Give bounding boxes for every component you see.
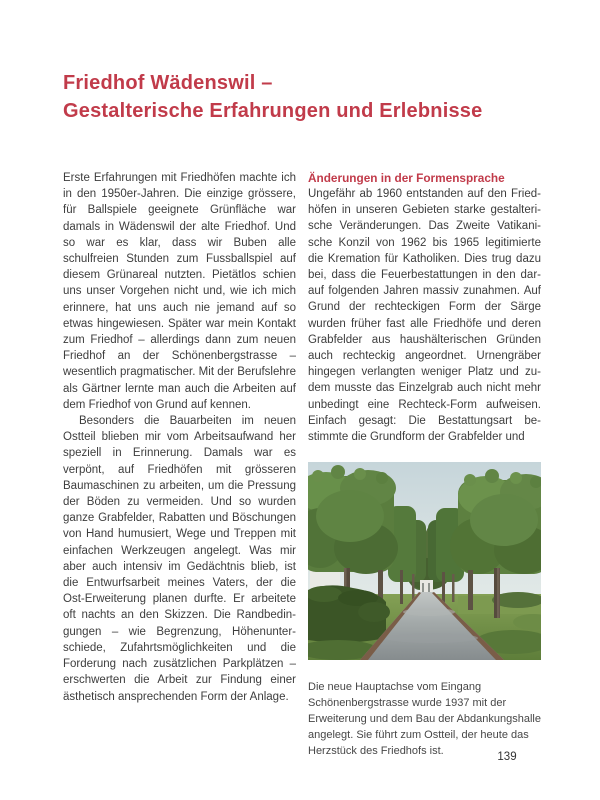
page-title-line2: Gestalterische Erfahrungen und Erlebnisse — [63, 100, 483, 123]
section-heading: Änderungen in der Formensprache — [308, 171, 505, 185]
right-text-column — [308, 170, 541, 445]
avenue-photo — [308, 462, 541, 660]
page-number: 139 — [497, 751, 517, 763]
left-text-column — [63, 170, 296, 705]
right-paragraph-1: Ungefähr ab 1960 entstanden auf den Friedhöfen in unseren Gebieten starke gestalterische Veränderungen. Das Zweite Vatikanische Konzil von 1962 bis 1965 legitimierte die Kremation für Katholiken. Dies trug dazu bei, dass die Feuerbestattungen in den darauf folgenden Jahren massiv zunahmen. Auf Grund der rechteckigen Form der Särge wurden früher fast alle Friedhöfe und deren Grabfelder aus haushälterischen Gründen auch rechteckig angeordnet. Urnengräber hingegen verlangten weniger Platz und zudem musste das Einzelgrab auch nicht mehr unbedingt eine Rechteck-Form aufweisen. Einfach gesagt: Die Bestattungsart bestimmte die Grundform der Grabfelder und — [308, 188, 541, 444]
page-title-line1: Friedhof Wädenswil – — [63, 72, 273, 95]
left-paragraph-2: Besonders die Bauarbeiten im neuen Ostteil blieben mir vom Arbeitsaufwand her speziell in Erinnerung. Damals war es verpönt, auf Friedhöfen mit grösseren Baumaschinen zu arbeiten, um die Pressung der Böden zu vermeiden. Und so wurden ganze Grabfelder, Rabatten und Böschungen von Hand humusiert, Wege und Treppen mit einfachen Werkzeugen angelegt. Was mir aber auch intensiv im Gedächtnis blieb, ist die Entwurfsarbeit meines Vaters, der die Ost-Erweiterung planen durfte. Er arbeitete oft nachts an den Skizzen. Die Randbedingungen – wie Begrenzung, Höhenunterschiede, Zufahrtsmöglichkeiten und die Forderung nach zusätzlichen Parkplätzen – erschwerten die Arbeit zur Findung einer ästhetisch ansprechenden Form der Anlage. — [63, 415, 296, 703]
page-title — [63, 69, 543, 125]
left-paragraph-1: Erste Erfahrungen mit Friedhöfen machte ich in den 1950er-Jahren. Die einzige grössere, für Ballspiele geeignete Grünfläche war damals in Wädenswil der alte Friedhof. Und so war es klar, dass wir Buben alle schulfreien Stunden zum Fussballspiel auf diesem Grünareal nutzten. Pietätlos schien uns unser Vorgehen nicht und, wie ich mich erinnere, hat uns auch nie jemand auf so etwas hingewiesen. Später war mein Kontakt zum Friedhof – allerdings dann zum neuen Friedhof an der Schönenbergstrasse – wesentlich pragmatischer. Mit der Berufslehre als Gärtner lernte man auch die Arbeiten auf dem Friedhof von Grund auf kennen. — [63, 172, 296, 411]
photo-caption: Die neue Hauptachse vom Eingang Schönenbergstrasse wurde 1937 mit der Erweiterung und dem Bau der Abdankungshalle angelegt. Sie führt zum Ostteil, der heute das Herzstück des Friedhofs ist. — [308, 681, 541, 757]
avenue-photo-illustration — [308, 462, 541, 660]
